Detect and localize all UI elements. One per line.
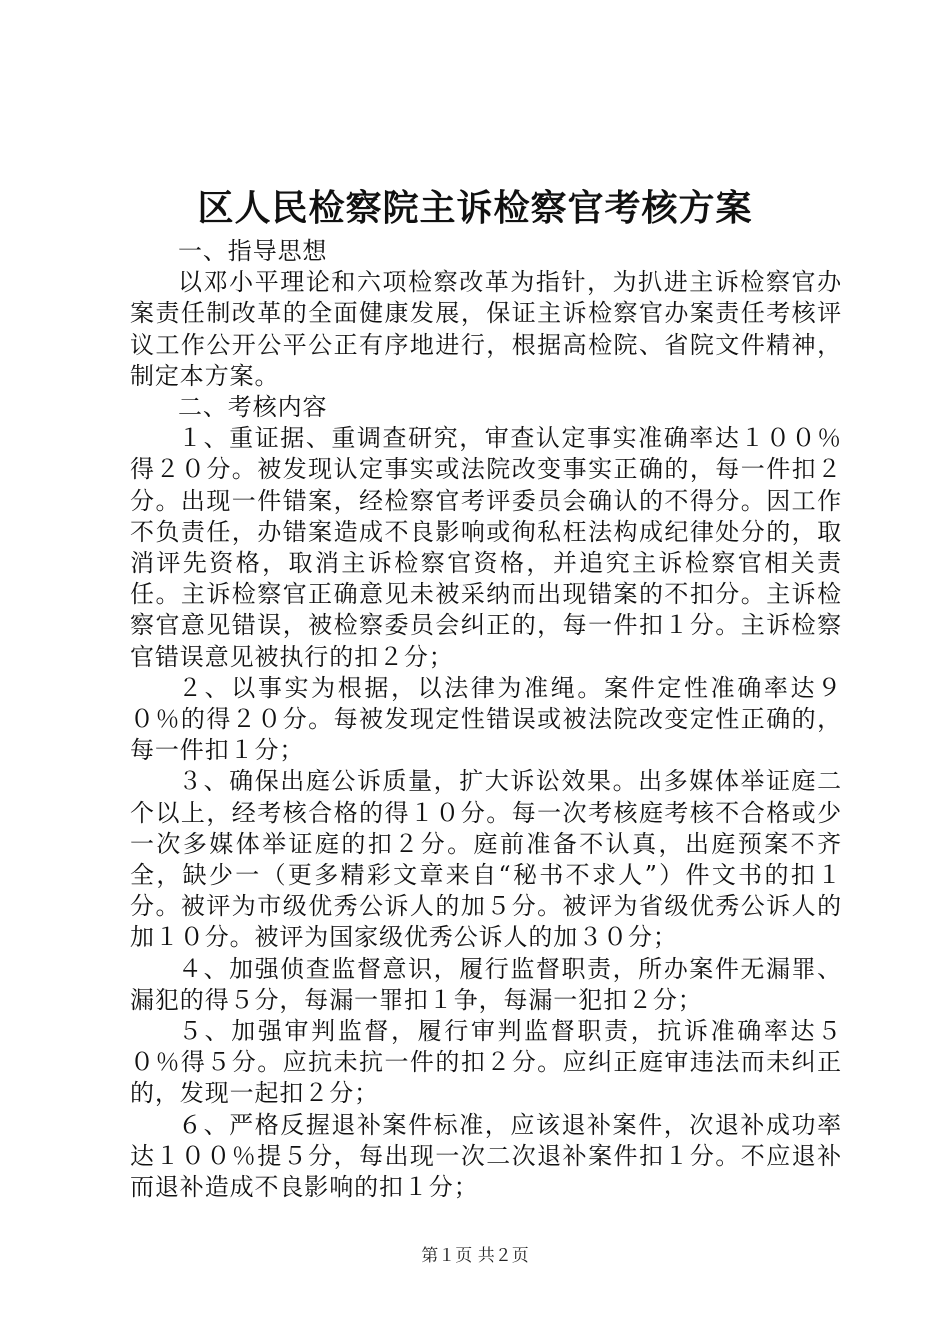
paragraph: ５、加强审判监督，履行审判监督职责，抗诉准确率达５０％得５分。应抗未抗一件的扣２分。应纠正庭审违法而未纠正的，发现一起扣２分； [130, 1017, 842, 1108]
document-title: 区人民检察院主诉检察官考核方案 [197, 188, 753, 229]
paragraph: ２、以事实为根据，以法律为准绳。案件定性准确率达９０％的得２０分。每被发现定性错误或被法院改变定性正确的，每一件扣１分； [130, 673, 842, 765]
paragraph: ４、加强侦查监督意识，履行监督职责，所办案件无漏罪、漏犯的得５分，每漏一罪扣１争，每漏一犯扣２分； [130, 954, 842, 1014]
paragraph: 以邓小平理论和六项检察改革为指针，为扒进主诉检察官办案责任制改革的全面健康发展，保证主诉检察官办案责任考核评议工作公开公平公正有序地进行，根据高检院、省院文件精神，制定本方案。 [130, 268, 842, 390]
paragraph: ３、确保出庭公诉质量，扩大诉讼效果。出多媒体举证庭二个以上，经考核合格的得１０分。每一次考核庭考核不合格或少一次多媒体举证庭的扣２分。庭前准备不认真，出庭预案不齐全，缺少一（更多精彩文章来自“秘书不求人”）件文书的扣１分。被评为市级优秀公诉人的加５分。被评为省级优秀公诉人的加１０分。被评为国家级优秀公诉人的加３０分； [130, 767, 842, 952]
paragraph: １、重证据、重调查研究，审查认定事实准确率达１００％得２０分。被发现认定事实或法院改变事实正确的，每一件扣２分。出现一件错案，经检察官考评委员会确认的不得分。因工作不负责任，办错案造成不良影响或徇私枉法构成纪律处分的，取消评先资格，取消主诉检察官资格，并追究主诉检察官相关责任。主诉检察官正确意见未被采纳而出现错案的不扣分。主诉检察官意见错误，被检察委员会纠正的，每一件扣１分。主诉检察官错误意见被执行的扣２分； [130, 424, 842, 671]
page-number-footer: 第１页 共２页 [421, 1246, 529, 1266]
document-body [130, 236, 842, 1203]
section-heading: 二、考核内容 [178, 393, 328, 422]
paragraph: ６、严格反握退补案件标准，应该退补案件，次退补成功率达１００％提５分，每出现一次二次退补案件扣１分。不应退补而退补造成不良影响的扣１分； [130, 1110, 842, 1202]
section-heading: 一、指导思想 [178, 237, 328, 265]
